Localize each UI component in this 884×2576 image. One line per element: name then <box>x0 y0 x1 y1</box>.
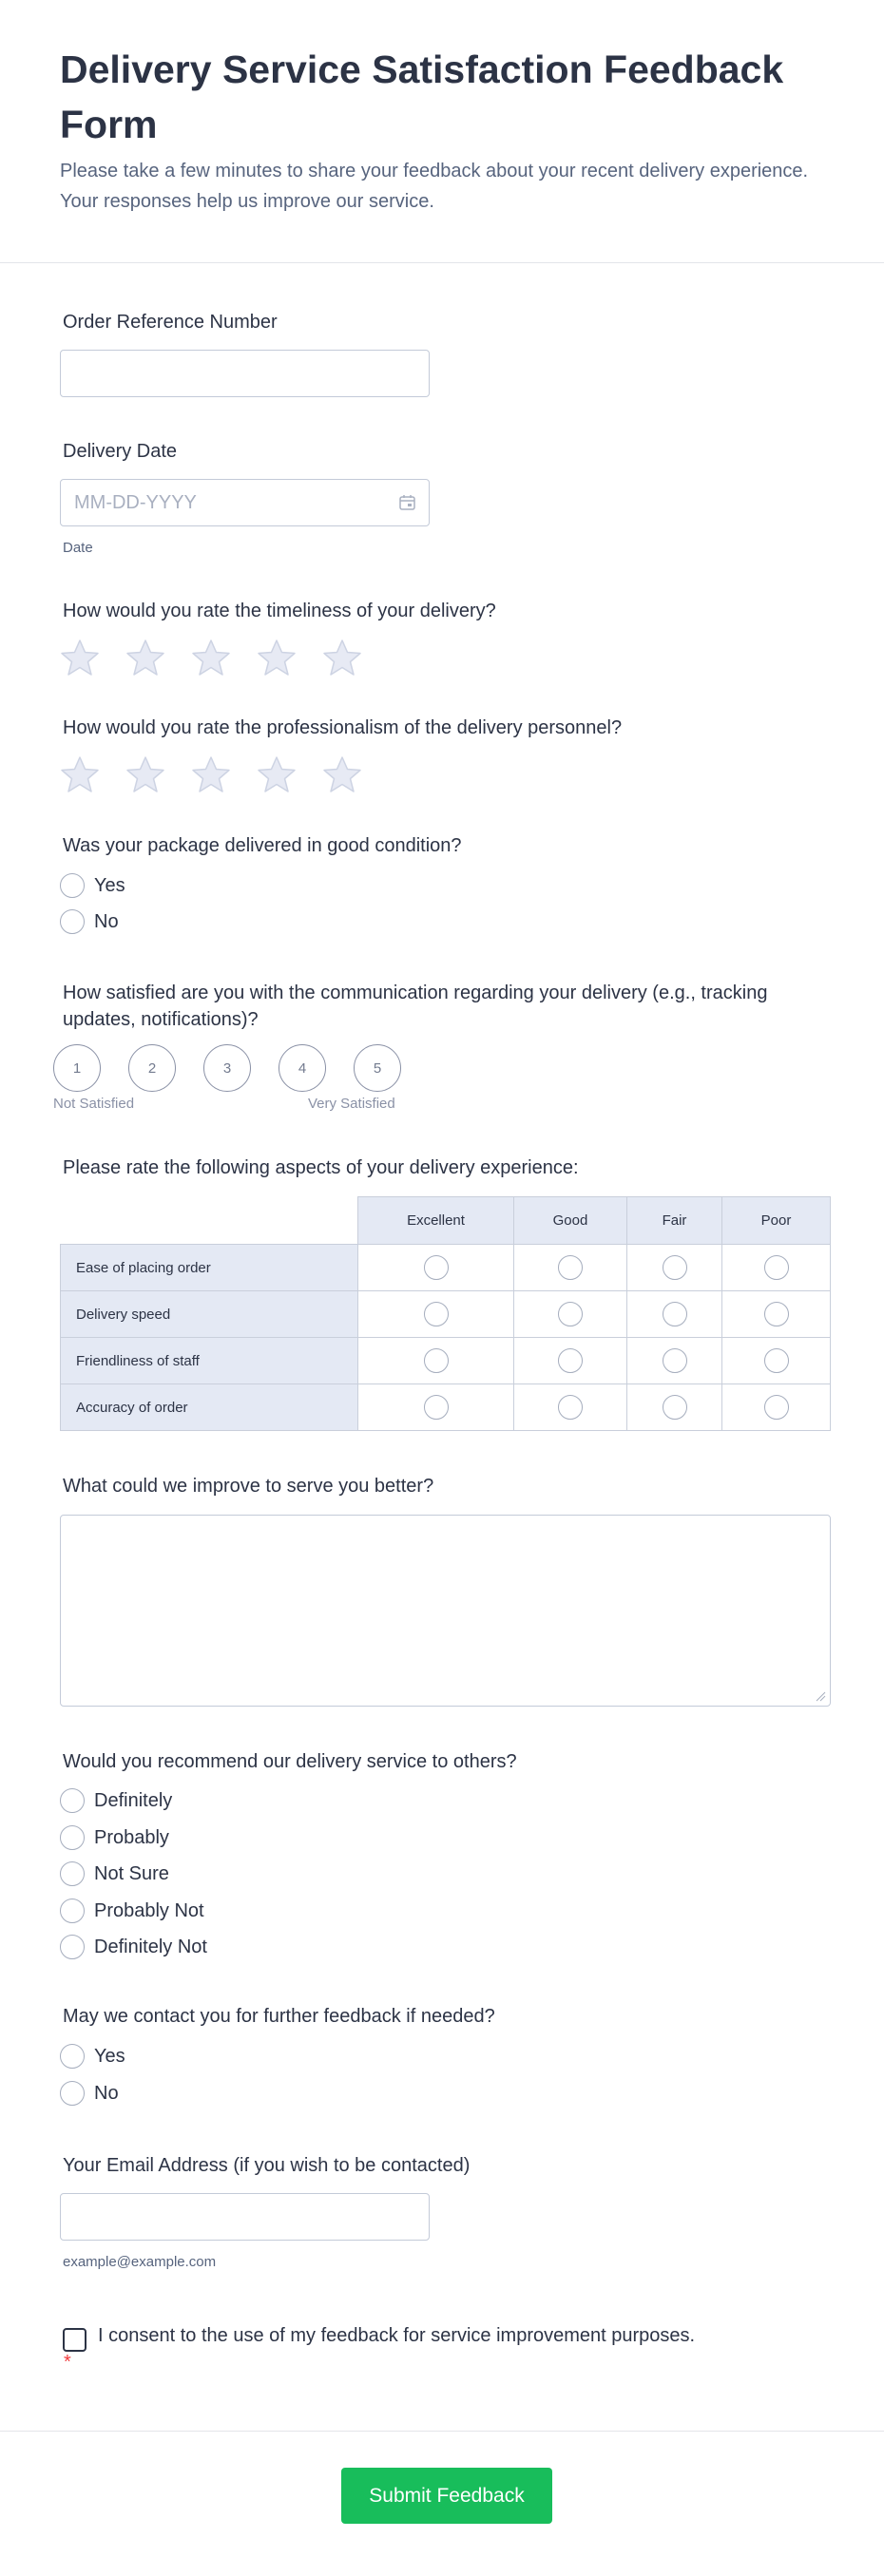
radio-label: Probably Not <box>94 1899 204 1921</box>
professionalism-star-rating <box>60 754 362 794</box>
scale-min-label: Not Satisfied <box>53 1096 135 1112</box>
radio-label: Not Sure <box>94 1862 169 1884</box>
matrix-radio[interactable] <box>424 1395 449 1420</box>
matrix-radio[interactable] <box>558 1302 583 1326</box>
scale-option-4[interactable]: 4 <box>279 1044 326 1092</box>
matrix-radio[interactable] <box>663 1395 687 1420</box>
matrix-radio[interactable] <box>764 1302 789 1326</box>
scale-option-1[interactable]: 1 <box>53 1044 101 1092</box>
delivery-date-input[interactable] <box>60 479 430 526</box>
delivery-date-label: Delivery Date <box>63 441 178 462</box>
communication-scale <box>53 1044 401 1092</box>
matrix-radio[interactable] <box>558 1395 583 1420</box>
email-sublabel: example@example.com <box>63 2254 217 2270</box>
radio-button[interactable] <box>60 1825 85 1850</box>
matrix-radio[interactable] <box>764 1348 789 1373</box>
contact-option-no[interactable] <box>60 2080 119 2107</box>
calendar-icon[interactable] <box>398 493 417 512</box>
radio-label: Yes <box>94 874 125 896</box>
star-icon[interactable] <box>257 754 297 794</box>
condition-question: Was your package delivered in good condition? <box>63 835 462 856</box>
matrix-radio[interactable] <box>558 1348 583 1373</box>
matrix-row <box>61 1384 831 1431</box>
condition-option-no[interactable] <box>60 908 119 935</box>
matrix-radio[interactable] <box>663 1255 687 1280</box>
star-icon[interactable] <box>125 638 165 677</box>
scale-option-5[interactable]: 5 <box>354 1044 401 1092</box>
radio-label: Definitely <box>94 1789 173 1811</box>
recommend-question: Would you recommend our delivery service to others? <box>63 1751 517 1772</box>
matrix-column-header: Poor <box>722 1197 831 1245</box>
recommend-option[interactable] <box>60 1860 169 1887</box>
form-title: Delivery Service Satisfaction Feedback Form <box>60 48 784 146</box>
recommend-option[interactable] <box>60 1824 169 1851</box>
consent-checkbox[interactable] <box>63 2328 86 2352</box>
matrix-question: Please rate the following aspects of your delivery experience: <box>63 1157 579 1178</box>
matrix-column-header: Excellent <box>358 1197 514 1245</box>
matrix-row-label: Accuracy of order <box>61 1384 358 1431</box>
radio-button[interactable] <box>60 909 85 934</box>
matrix-column-header: Fair <box>627 1197 722 1245</box>
timeliness-star-rating <box>60 638 362 677</box>
matrix-corner <box>61 1197 358 1245</box>
star-icon[interactable] <box>125 754 165 794</box>
radio-button[interactable] <box>60 1788 85 1813</box>
resize-grip-icon[interactable] <box>815 1690 826 1702</box>
timeliness-question: How would you rate the timeliness of your delivery? <box>63 601 496 621</box>
matrix-row-label: Ease of placing order <box>61 1245 358 1291</box>
professionalism-question: How would you rate the professionalism of the delivery personnel? <box>63 717 623 738</box>
matrix-radio[interactable] <box>663 1302 687 1326</box>
improve-textarea[interactable] <box>60 1515 831 1707</box>
delivery-date-sublabel: Date <box>63 540 93 556</box>
recommend-option[interactable] <box>60 1898 204 1924</box>
matrix-radio[interactable] <box>663 1348 687 1373</box>
condition-option-yes[interactable] <box>60 872 125 899</box>
star-icon[interactable] <box>191 754 231 794</box>
matrix-radio[interactable] <box>764 1395 789 1420</box>
radio-button[interactable] <box>60 1899 85 1923</box>
submit-button[interactable]: Submit Feedback <box>341 2468 552 2524</box>
radio-label: Definitely Not <box>94 1936 207 1957</box>
matrix-radio[interactable] <box>424 1348 449 1373</box>
matrix-radio[interactable] <box>558 1255 583 1280</box>
star-icon[interactable] <box>257 638 297 677</box>
communication-question: How satisfied are you with the communication regarding your delivery (e.g., tracking updates, notifications)? <box>63 983 768 1030</box>
matrix-row-label: Friendliness of staff <box>61 1338 358 1384</box>
consent-label: I consent to the use of my feedback for service improvement purposes. <box>98 2325 696 2346</box>
radio-label: Probably <box>94 1826 169 1848</box>
radio-button[interactable] <box>60 1935 85 1959</box>
radio-button[interactable] <box>60 2044 85 2069</box>
form-header <box>0 0 884 263</box>
radio-button[interactable] <box>60 873 85 898</box>
radio-label: No <box>94 910 119 932</box>
matrix-row <box>61 1338 831 1384</box>
matrix-radio[interactable] <box>424 1302 449 1326</box>
recommend-option[interactable] <box>60 1787 172 1814</box>
contact-question: May we contact you for further feedback if needed? <box>63 2006 495 2027</box>
scale-option-3[interactable]: 3 <box>203 1044 251 1092</box>
radio-button[interactable] <box>60 1861 85 1886</box>
matrix-radio[interactable] <box>424 1255 449 1280</box>
star-icon[interactable] <box>60 638 100 677</box>
star-icon[interactable] <box>191 638 231 677</box>
star-icon[interactable] <box>322 754 362 794</box>
star-icon[interactable] <box>322 638 362 677</box>
recommend-option[interactable] <box>60 1934 207 1960</box>
matrix-row <box>61 1291 831 1338</box>
matrix-row <box>61 1245 831 1291</box>
radio-label: Yes <box>94 2045 125 2067</box>
scale-max-label: Very Satisfied <box>308 1096 395 1112</box>
matrix-row-label: Delivery speed <box>61 1291 358 1338</box>
star-icon[interactable] <box>60 754 100 794</box>
email-input[interactable] <box>60 2193 430 2241</box>
order-ref-label: Order Reference Number <box>63 312 278 333</box>
radio-button[interactable] <box>60 2081 85 2106</box>
matrix-radio[interactable] <box>764 1255 789 1280</box>
form-subtitle: Please take a few minutes to share your feedback about your recent delivery experience. Your responses help us improve our service. <box>60 161 809 212</box>
contact-option-yes[interactable] <box>60 2043 125 2070</box>
matrix-column-header: Good <box>514 1197 627 1245</box>
email-label: Your Email Address (if you wish to be contacted) <box>63 2155 471 2176</box>
required-asterisk: * <box>64 2352 71 2373</box>
improve-question: What could we improve to serve you better? <box>63 1476 434 1497</box>
radio-label: No <box>94 2082 119 2104</box>
order-ref-input[interactable] <box>60 350 430 397</box>
rating-matrix <box>60 1196 831 1431</box>
scale-option-2[interactable]: 2 <box>128 1044 176 1092</box>
